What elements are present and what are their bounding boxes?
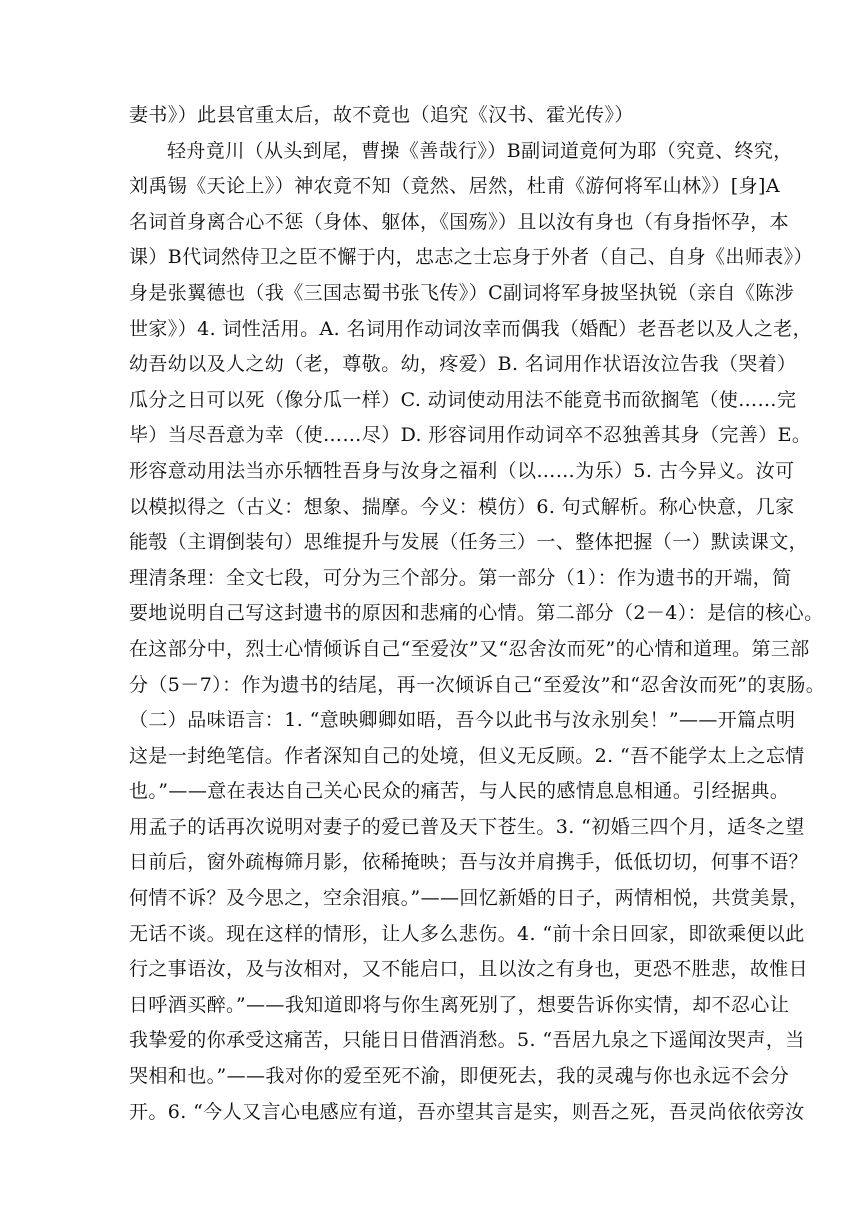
text-line: 瓜分之日可以死（像分瓜一样）C. 动词使动用法不能竟书而欲搁笔（使……完 <box>129 388 797 411</box>
text-line: 要地说明自己写这封遗书的原因和悲痛的心情。第二部分（2－4）：是信的核心。 <box>129 602 824 625</box>
text-line: 身是张翼德也（我《三国志蜀书张飞传》）C副词将军身披坚执锐（亲自《陈涉 <box>129 281 795 304</box>
text-line: 世家》）4. 词性活用。A. 名词用作动词汝幸而偶我（婚配）老吾老以及人之老， <box>129 317 813 340</box>
text-line: 哭相和也。”——我对你的爱至死不渝，即便死去，我的灵魂与你也永远不会分 <box>129 1065 790 1088</box>
text-line: 用孟子的话再次说明对妻子的爱已普及天下苍生。3. “初婚三四个月，适冬之望 <box>129 815 805 838</box>
text-line: 日呼酒买醉。”——我知道即将与你生离死别了，想要告诉你实情，却不忍心让 <box>129 993 790 1016</box>
text-line: 开。6. “今人又言心电感应有道，吾亦望其言是实，则吾之死，吾灵尚依依旁汝 <box>129 1100 805 1123</box>
text-line: 名词首身离合心不惩（身体、躯体，《国殇》）且以汝有身也（有身指怀孕，本 <box>129 210 790 233</box>
text-line: 日前后，窗外疏梅筛月影，依稀掩映；吾与汝并肩携手，低低切切，何事不语？ <box>129 851 809 874</box>
text-line: 何情不诉？及今思之，空余泪痕。”——回忆新婚的日子，两情相悦，共赏美景， <box>129 887 809 910</box>
text-line: 分（5－7）：作为遗书的结尾，再一次倾诉自己“至爱汝”和“忍舍汝而死”的衷肠。 <box>129 673 826 696</box>
text-line: （二）品味语言：1. “意映卿卿如晤，吾今以此书与汝永别矣！”——开篇点明 <box>129 709 796 732</box>
text-line: 形容意动用法当亦乐牺牲吾身与汝身之福利（以……为乐）5. 古今异义。汝可 <box>129 459 795 482</box>
text-line: 我挚爱的你承受这痛苦，只能日日借酒消愁。5. “吾居九泉之下遥闻汝哭声，当 <box>129 1029 805 1052</box>
text-line: 幼吾幼以及人之幼（老，尊敬。幼，疼爱）B. 名词用作状语汝泣告我（哭着） <box>129 353 797 376</box>
text-line: 课）B代词然侍卫之臣不懈于内，忠志之士忘身于外者（自己、自身《出师表》） <box>129 246 813 269</box>
text-line: 无话不谈。现在这样的情形，让人多么悲伤。4. “前十余日回家，即欲乘便以此 <box>129 922 805 945</box>
text-line: 妻书》）此县官重太后，故不竟也（追究《汉书、霍光传》） <box>129 104 634 126</box>
text-line: 以模拟得之（古义：想象、揣摩。今义：模仿）6. 句式解析。称心快意，几家 <box>129 495 795 518</box>
text-line: 也。”——意在表达自己关心民众的痛苦，与人民的感情息息相通。引经据典。 <box>129 780 790 803</box>
text-line: 这是一封绝笔信。作者深知自己的处境，但义无反顾。2. “吾不能学太上之忘情 <box>129 744 805 767</box>
document-body <box>129 98 826 1130</box>
text-line: 毕）当尽吾意为幸（使……尽）D. 形容词用作动词卒不忍独善其身（完善）E。 <box>129 424 812 447</box>
text-line: 刘禹锡《天论上》）神农竟不知（竟然、居然，杜甫《游何将军山林》）[身]A <box>129 175 780 198</box>
text-line: 能彀（主谓倒装句）思维提升与发展（任务三）一、整体把握（一）默读课文， <box>129 531 809 554</box>
text-line: 轻舟竟川（从头到尾，曹操《善哉行》）B副词道竟何为耶（究竟、终究， <box>167 139 793 162</box>
text-line: 理清条理：全文七段，可分为三个部分。第一部分（1）：作为遗书的开端，简 <box>129 566 792 589</box>
text-line: 在这部分中，烈士心情倾诉自己“至爱汝”又“忍舍汝而死”的心情和道理。第三部 <box>129 637 810 660</box>
text-line: 行之事语汝，及与汝相对，又不能启口，且以汝之有身也，更恐不胜悲，故惟日 <box>129 958 809 981</box>
